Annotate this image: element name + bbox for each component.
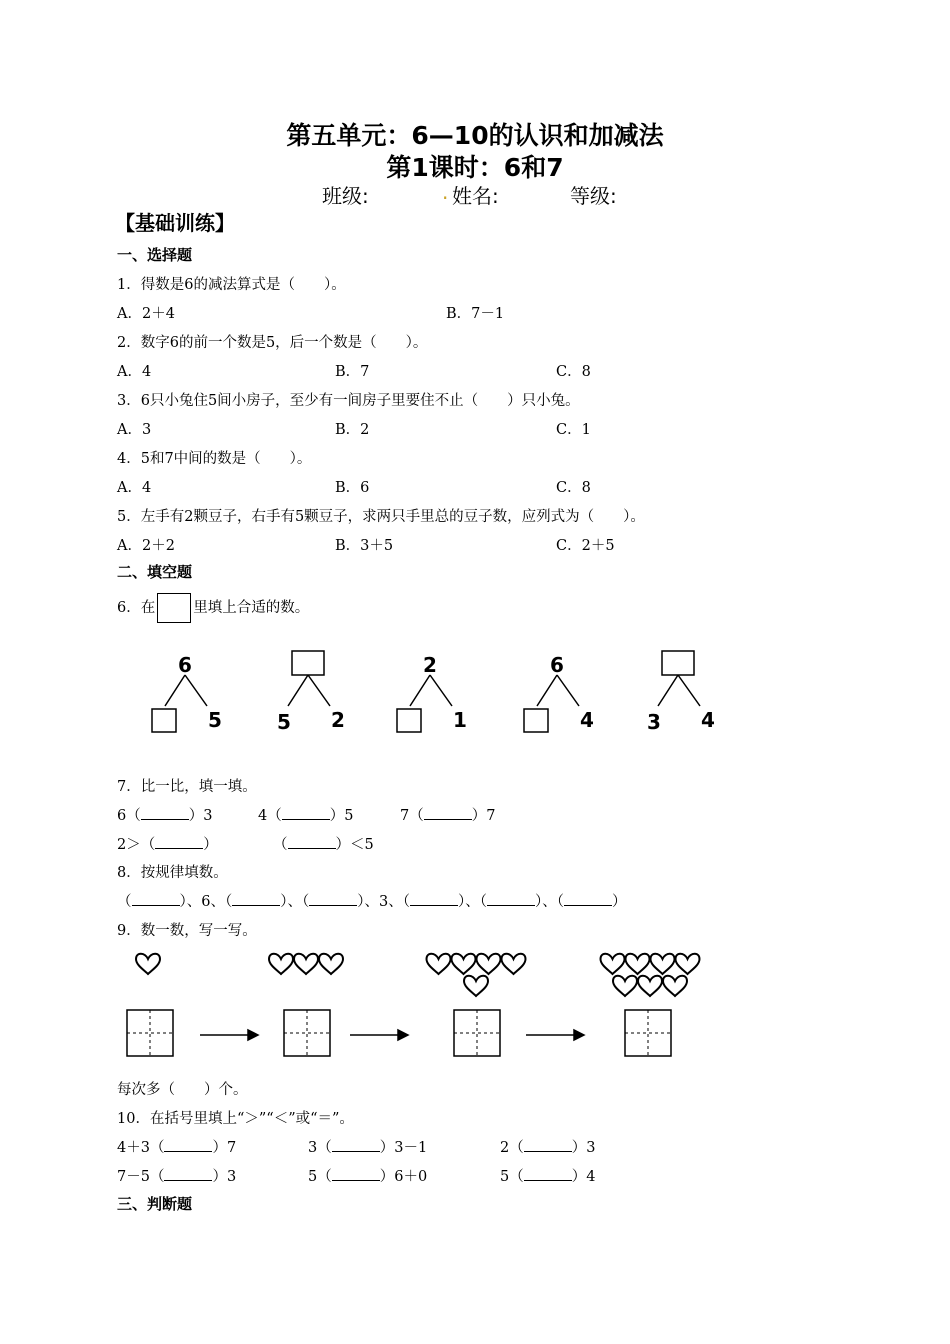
- bond-right-number: 4: [701, 708, 715, 732]
- q5-option-c: C．2＋5: [556, 538, 615, 554]
- bond-right-number: 4: [580, 708, 594, 732]
- number-bond-2: [277, 651, 345, 734]
- heart-icon: [269, 954, 293, 974]
- part1-heading: 一、选择题: [117, 246, 193, 264]
- heart-icon: [651, 954, 675, 974]
- q3-option-b: B．2: [335, 422, 370, 438]
- q7-item-4[interactable]: 2＞（ ）: [117, 837, 218, 853]
- heart-icon: [638, 976, 662, 996]
- dot-mark: .: [442, 180, 449, 204]
- q2-option-b: B．7: [335, 364, 370, 380]
- heart-counting-figure: [110, 945, 730, 1065]
- q9-stem: 9．数一数，写一写。: [117, 923, 257, 939]
- q4-option-a: A．4: [117, 480, 152, 496]
- answer-box-icon: [157, 593, 191, 623]
- grade-label: 等级:: [570, 184, 617, 208]
- q6-stem: [117, 593, 309, 623]
- heart-icon: [663, 976, 687, 996]
- heart-icon: [319, 954, 343, 974]
- q2-stem: 2．数字6的前一个数是5，后一个数是（ ）。: [117, 335, 428, 351]
- q10-item-3[interactable]: 2（ ）3: [500, 1140, 596, 1156]
- heart-icon: [601, 954, 625, 974]
- q8-sequence[interactable]: （ ）、6、（ ）、（ ）、3、（ ）、（ ）、（ ）: [117, 894, 627, 910]
- heart-icon: [136, 954, 160, 974]
- name-label: 姓名:: [452, 184, 499, 208]
- number-bond-4: [524, 653, 594, 732]
- q10-item-5[interactable]: 5（ ）6＋0: [308, 1169, 428, 1185]
- part3-heading: 三、判断题: [117, 1195, 193, 1213]
- q7-item-5[interactable]: （ ）＜5: [273, 837, 374, 853]
- q10-stem: 10．在括号里填上“＞”“＜”或“＝”。: [117, 1111, 354, 1127]
- q10-item-4[interactable]: 7－5（ ）3: [117, 1169, 237, 1185]
- q3-option-a: A．3: [117, 422, 152, 438]
- q9-tail: 每次多（ ）个。: [117, 1082, 248, 1098]
- bond-left-box[interactable]: [397, 709, 421, 732]
- bond-right-number: 1: [453, 708, 467, 732]
- bond-left-number: 5: [277, 710, 291, 734]
- q7-item-2[interactable]: 4（ ）5: [258, 808, 354, 824]
- q7-item-1[interactable]: 6（ ）3: [117, 808, 213, 824]
- bond-top-number: 6: [178, 653, 192, 677]
- bond-left-number: 3: [647, 710, 661, 734]
- heart-group-2: [269, 954, 343, 974]
- q7-item-3[interactable]: 7（ ）7: [400, 808, 496, 824]
- q7-stem: 7．比一比，填一填。: [117, 779, 257, 795]
- q10-item-6[interactable]: 5（ ）4: [500, 1169, 596, 1185]
- bond-top-box[interactable]: [292, 651, 324, 675]
- heart-icon: [676, 954, 700, 974]
- q8-stem: 8．按规律填数。: [117, 865, 228, 881]
- q10-item-1[interactable]: 4＋3（ ）7: [117, 1140, 237, 1156]
- bond-right-number: 2: [331, 708, 345, 732]
- section-basic-training: 【基础训练】: [115, 211, 235, 235]
- heart-icon: [464, 976, 488, 996]
- bond-top-number: 6: [550, 653, 564, 677]
- q5-option-a: A．2＋2: [117, 538, 175, 554]
- q4-option-c: C．8: [556, 480, 591, 496]
- lesson-subtitle: 第1课时：6和7: [386, 153, 564, 182]
- bond-top-number: 2: [423, 653, 437, 677]
- q6-text-after: 里填上合适的数。: [193, 600, 310, 616]
- q1-stem: 1．得数是6的减法算式是（ ）。: [117, 277, 346, 293]
- q5-option-b: B．3＋5: [335, 538, 394, 554]
- number-bond-5: [647, 651, 715, 734]
- heart-icon: [427, 954, 451, 974]
- heart-icon: [452, 954, 476, 974]
- q4-option-b: B．6: [335, 480, 370, 496]
- q4-stem: 4．5和7中间的数是（ ）。: [117, 451, 312, 467]
- q3-stem: 3．6只小兔住5间小房子，至少有一间房子里要住不止（ ）只小兔。: [117, 393, 580, 409]
- class-label: 班级:: [322, 184, 369, 208]
- number-bond-3: [397, 653, 467, 732]
- number-bond-trees: [130, 640, 750, 740]
- q6-text-before: 6．在: [117, 600, 156, 616]
- heart-icon: [613, 976, 637, 996]
- q1-option-a: A．2＋4: [117, 306, 175, 322]
- bond-left-box[interactable]: [524, 709, 548, 732]
- page-title: 第五单元：6—10的认识和加减法: [286, 121, 664, 150]
- heart-group-1: [136, 954, 160, 974]
- q10-item-2[interactable]: 3（ ）3－1: [308, 1140, 428, 1156]
- q2-option-a: A．4: [117, 364, 152, 380]
- bond-right-number: 5: [208, 708, 222, 732]
- bond-left-box[interactable]: [152, 709, 176, 732]
- heart-icon: [477, 954, 501, 974]
- number-bond-1: [152, 653, 222, 732]
- q1-option-b: B．7－1: [446, 306, 505, 322]
- q3-option-c: C．1: [556, 422, 591, 438]
- heart-group-3: [427, 954, 526, 996]
- part2-heading: 二、填空题: [117, 563, 193, 581]
- heart-group-4: [601, 954, 700, 996]
- bond-top-box[interactable]: [662, 651, 694, 675]
- q5-stem: 5．左手有2颗豆子，右手有5颗豆子，求两只手里总的豆子数，应列式为（ ）。: [117, 509, 645, 525]
- heart-icon: [502, 954, 526, 974]
- heart-icon: [626, 954, 650, 974]
- heart-icon: [294, 954, 318, 974]
- q2-option-c: C．8: [556, 364, 591, 380]
